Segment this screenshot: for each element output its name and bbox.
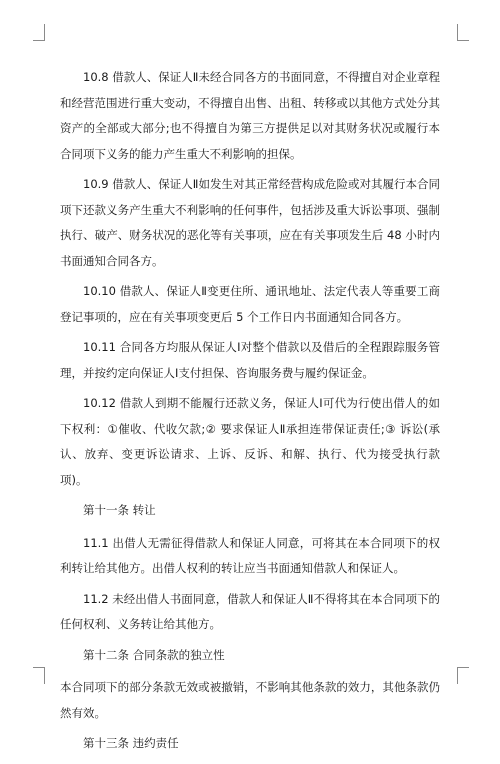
clause-10-10: 10.10 借款人、保证人Ⅱ变更住所、通讯地址、法定代表人等重要工商登记事项的，应在有关事项变更后 5 个工作日内书面通知合同各方。 — [60, 284, 440, 324]
document-body — [60, 65, 440, 764]
clause-10-9: 10.9 借款人、保证人Ⅱ如发生对其正常经营构成危险或对其履行本合同项下还款义务产生重大不利影响的任何事件，包括涉及重大诉讼事项、强制执行、破产、财务状况的恶化等有关事项，应在有关事项发生后 48 小时内书面通知合同各方。 — [60, 177, 440, 268]
clause-11-2: 11.2 未经出借人书面同意，借款人和保证人Ⅱ不得将其在本合同项下的任何权利、义务转让给其他方。 — [60, 591, 440, 631]
clause-11-1: 11.1 出借人无需征得借款人和保证人同意，可将其在本合同项下的权利转让给其他方。出借人权利的转让应当书面通知借款人和保证人。 — [60, 535, 440, 575]
article-12-body: 本合同项下的部分条款无效或被撤销，不影响其他条款的效力，其他条款仍然有效。 — [60, 680, 440, 720]
article-12-heading: 第十二条 合同条款的独立性 — [83, 647, 225, 662]
clause-10-11: 10.11 合同各方均服从保证人Ⅰ对整个借款以及借后的全程跟踪服务管理，并按约定向保证人Ⅰ支付担保、咨询服务费与履约保证金。 — [60, 340, 440, 380]
crop-mark-bottom-right — [457, 667, 469, 684]
crop-mark-top-right — [457, 24, 469, 41]
clause-10-12: 10.12 借款人到期不能履行还款义务，保证人Ⅰ可代为行使出借人的如下权利：①催收、代收欠款;② 要求保证人Ⅱ承担连带保证责任;③ 诉讼(承认、放弃、变更诉讼请求、上诉、反诉、和解、执行、代为接受执行款项)。 — [60, 396, 440, 487]
article-11-heading: 第十一条 转让 — [83, 503, 156, 517]
crop-mark-top-left — [33, 24, 45, 41]
clause-10-8: 10.8 借款人、保证人Ⅱ未经合同各方的书面同意，不得擅自对企业章程和经营范围进行重大变动，不得擅自出售、出租、转移或以其他方式处分其资产的全部或大部分;也不得擅自为第三方提供足以对其财务状况或履行本合同项下义务的能力产生重大不利影响的担保。 — [60, 70, 440, 161]
crop-mark-bottom-left — [33, 667, 45, 684]
article-13-heading: 第十三条 违约责任 — [83, 736, 179, 750]
